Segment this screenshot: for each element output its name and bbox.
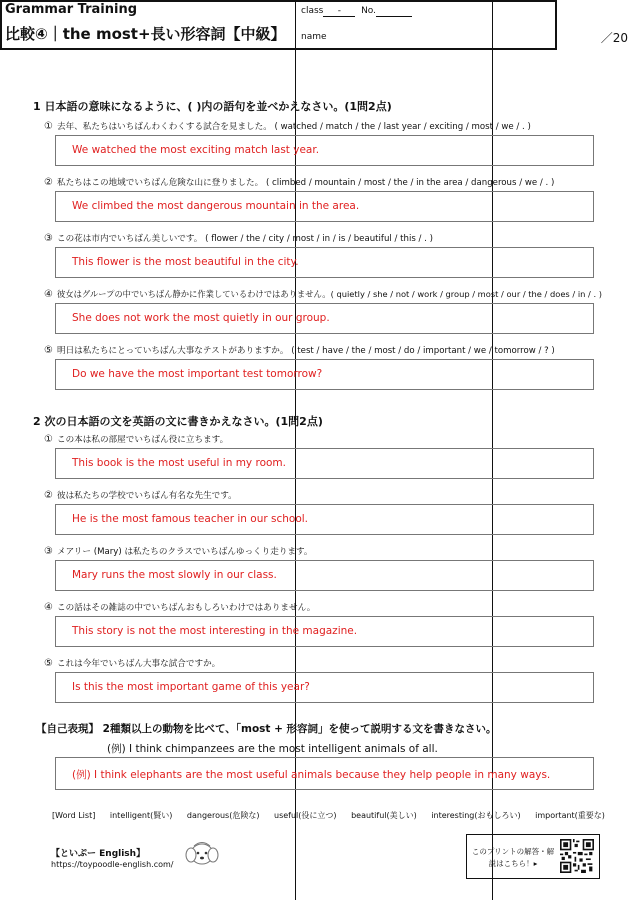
question-prompt [44, 176, 554, 188]
question-number: ① [44, 434, 53, 445]
question-prompt [44, 601, 315, 613]
question-prompt [44, 657, 220, 669]
no-label: No. [361, 6, 377, 16]
word-list-label: [Word List] [52, 811, 96, 820]
question-number: ② [44, 177, 53, 188]
answer-text: We climbed the most dangerous mountain in the area. [72, 200, 360, 212]
question-prompt [44, 120, 531, 132]
answer-box[interactable] [55, 359, 594, 390]
answer-box[interactable] [55, 303, 594, 334]
answer-box[interactable] [55, 247, 594, 278]
answer-box[interactable] [55, 616, 594, 647]
class-label: class [301, 6, 324, 16]
self-expression-heading: 【自己表現】 2種類以上の動物を比べて、「most + 形容詞」を使って説明する文を書きなさい。 [36, 723, 497, 735]
question-prompt [44, 344, 555, 356]
question-prompt [44, 489, 237, 501]
question-text: 彼は私たちの学校でいちばん有名な先生です。 [56, 491, 237, 501]
answer-box[interactable] [55, 672, 594, 703]
question-text: 去年、私たちはいちばんわくわくする試合を見ました。 ( watched / match / the / last year / exciting / most / we / . ) [56, 122, 531, 132]
word-list-item: intelligent(賢い) [109, 811, 173, 820]
brand-name: 【といぷー English】 [51, 849, 146, 859]
class-field[interactable] [301, 6, 412, 17]
question-text: これは今年でいちばん大事な試合ですか。 [56, 659, 221, 669]
section2-heading: 2 次の日本語の文を英語の文に書きかえなさい。(1問2点) [33, 415, 323, 428]
number-blank[interactable] [376, 6, 412, 17]
question-prompt [44, 288, 602, 300]
question-number: ③ [44, 546, 53, 557]
question-text: この話はその雑誌の中でいちばんおもしろいわけではありません。 [56, 603, 316, 613]
answer-text: Do we have the most important test tomorrow? [72, 368, 323, 380]
header-box [0, 0, 628, 50]
question-text: 私たちはこの地域でいちばん危険な山に登りました。 ( climbed / mountain / most / the / in the area / dangerous / we / . ) [56, 178, 555, 188]
section1-heading: 1 日本語の意味になるように、( )内の語句を並べかえなさい。(1問2点) [33, 100, 392, 113]
site-url[interactable]: https://toypoodle-english.com/ [51, 860, 174, 869]
answer-text: She does not work the most quietly in our group. [72, 312, 330, 324]
word-list-item: useful(役に立つ) [274, 811, 337, 820]
word-list-item: beautiful(美しい) [351, 811, 417, 820]
question-number: ① [44, 121, 53, 132]
word-list-item: interesting(おもしろい) [431, 811, 521, 820]
question-number: ④ [44, 289, 53, 300]
answer-text: Is this the most important game of this year? [72, 681, 310, 693]
answer-text: This flower is the most beautiful in the city. [72, 256, 299, 268]
answer-box[interactable] [55, 448, 594, 479]
answer-box[interactable] [55, 191, 594, 222]
qr-code-icon[interactable] [560, 839, 594, 873]
score-total: ／20 [600, 31, 628, 45]
question-text: この花は市内でいちばん美しいです。 ( flower / the / city / most / in / is / beautiful / this / . ) [56, 234, 433, 244]
answer-text: We watched the most exciting match last year. [72, 144, 320, 156]
question-number: ② [44, 490, 53, 501]
question-prompt [44, 545, 313, 557]
self-expression-answer-box[interactable] [55, 757, 594, 790]
question-text: 彼女はグループの中でいちばん静かに作業しているわけではありません。( quietly / she / not / work / group / most / our / the / does / in / . ) [56, 289, 602, 299]
question-number: ④ [44, 602, 53, 613]
question-text: 明日は私たちにとっていちばん大事なテストがありますか。 ( test / have / the / most / do / important / we / tomorrow / ? ) [56, 346, 555, 356]
question-number: ③ [44, 233, 53, 244]
word-list [52, 810, 617, 821]
answer-link-box[interactable] [466, 834, 600, 879]
answer-box[interactable] [55, 560, 594, 591]
name-label: name [301, 32, 327, 42]
question-number: ⑤ [44, 658, 53, 669]
class-blank[interactable]: - [323, 6, 355, 17]
question-prompt [44, 433, 228, 445]
worksheet-title: Grammar Training [5, 2, 138, 17]
answer-text: He is the most famous teacher in our school. [72, 513, 309, 525]
answer-text: Mary runs the most slowly in our class. [72, 569, 277, 581]
answer-box[interactable] [55, 504, 594, 535]
answer-link-text: このプリントの解答・解説はこちら！▸ [471, 847, 555, 868]
question-number: ⑤ [44, 345, 53, 356]
poodle-logo-icon [182, 837, 222, 871]
worksheet-subtitle: 比較④｜the most+長い形容詞【中級】 [5, 25, 286, 43]
answer-box[interactable] [55, 135, 594, 166]
word-list-item: dangerous(危険な) [186, 811, 260, 820]
answer-text: This book is the most useful in my room. [72, 457, 286, 469]
answer-text: This story is not the most interesting in the magazine. [72, 625, 358, 637]
example-sentence: (例) I think chimpanzees are the most intelligent animals of all. [107, 743, 438, 755]
question-prompt [44, 232, 433, 244]
word-list-item: important(重要な) [535, 811, 605, 820]
question-text: この本は私の部屋でいちばん役に立ちます。 [56, 435, 229, 445]
question-text: メアリー (Mary) は私たちのクラスでいちばんゆっくり走ります。 [56, 547, 313, 557]
answer-text: (例) I think elephants are the most useful animals because they help people in many ways. [72, 769, 551, 781]
